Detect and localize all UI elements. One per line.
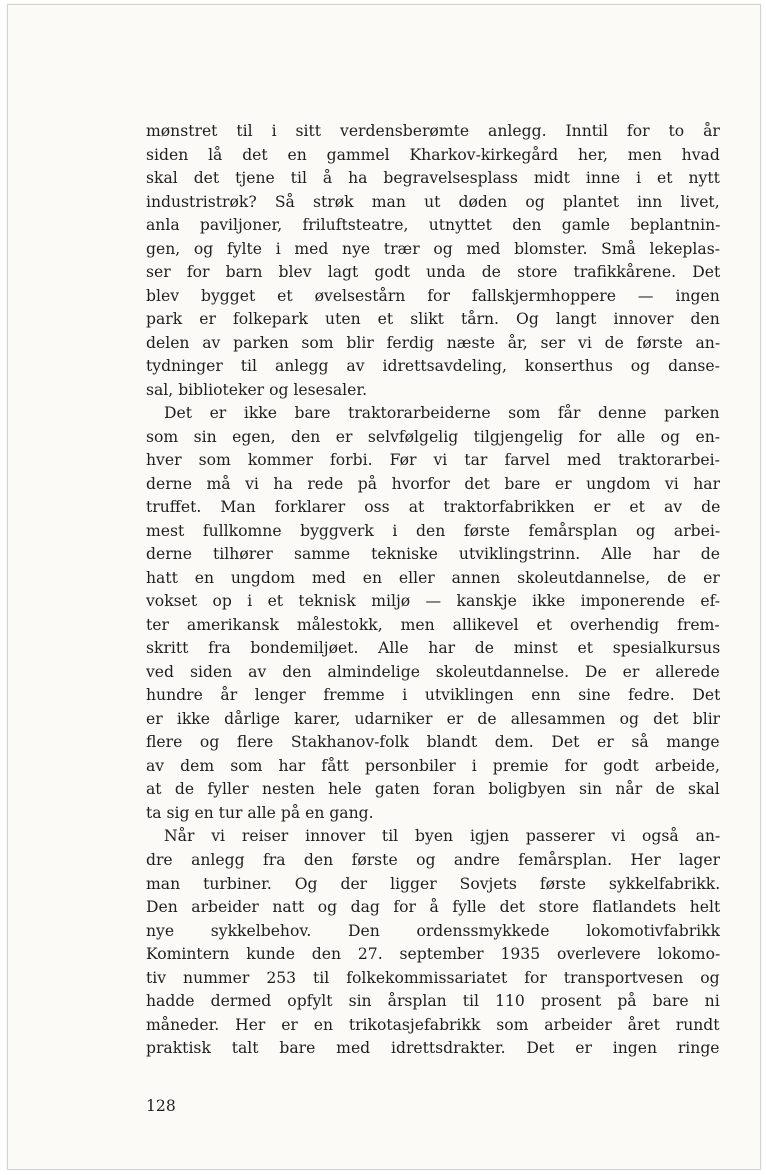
text-line: delen av parken som blir ferdig næste år, ser vi de første an- [146,333,720,352]
body-text [146,120,720,1061]
text-line: siden lå det en gammel Kharkov-kirkegård her, men hvad [146,145,720,164]
text-line: anla paviljoner, friluftsteatre, utnyttet den gamle beplantnin- [146,216,720,235]
paragraph [146,825,720,1060]
text-line: hver som kommer forbi. Før vi tar farvel med traktorarbei- [146,451,720,470]
text-line: ser for barn blev lagt godt unda de store trafikkårene. Det [146,263,720,282]
text-line: man turbiner. Og der ligger Sovjets første sykkelfabrikk. [146,874,720,893]
text-line: ved siden av den almindelige skoleutdannelse. De er allerede [146,662,720,681]
text-line: nye sykkelbehov. Den ordenssmykkede lokomotivfabrikk [146,921,720,940]
text-line: derne må vi ha rede på hvorfor det bare er ungdom vi har [146,474,720,493]
text-line: flere og flere Stakhanov-folk blandt dem. Det er så mange [146,733,720,752]
text-line: mest fullkomne byggverk i den første femårsplan og arbei- [146,521,720,540]
text-line: hundre år lenger fremme i utviklingen enn sine fedre. Det [146,686,720,705]
text-line: hatt en ungdom med en eller annen skoleutdannelse, de er [146,568,720,587]
text-line: sal, biblioteker og lesesaler. [146,380,368,399]
text-line: skal det tjene til å ha begravelsesplass midt inne i et nytt [146,169,720,188]
text-line: Komintern kunde den 27. september 1935 overlevere lokomo- [146,945,720,964]
text-line: ter amerikansk målestokk, men allikevel et overhendig frem- [146,615,720,634]
text-line: tydninger til anlegg av idrettsavdeling, konserthus og danse- [146,357,720,376]
paragraph [146,120,720,402]
text-line: Når vi reiser innover til byen igjen passerer vi også an- [164,827,720,846]
text-line: praktisk talt bare med idrettsdrakter. Det er ingen ringe [146,1039,720,1058]
text-line: Den arbeider natt og dag for å fylle det store flatlandets helt [146,898,720,917]
page-number: 128 [146,1097,176,1115]
text-line: måneder. Her er en trikotasjefabrikk som arbeider året rundt [146,1015,720,1034]
text-line: park er folkepark uten et slikt tårn. Og langt innover den [146,310,720,329]
paragraph [146,402,720,825]
text-line: gen, og fylte i med nye trær og med blomster. Små lekeplas- [146,239,720,258]
text-line: av dem som har fått personbiler i premie for godt arbeide, [146,756,720,775]
text-line: som sin egen, den er selvfølgelig tilgjengelig for alle og en- [146,427,720,446]
text-line: tiv nummer 253 til folkekommissariatet for transportvesen og [146,968,720,987]
text-line: derne tilhører samme tekniske utviklingstrinn. Alle har de [146,545,720,564]
text-line: dre anlegg fra den første og andre femårsplan. Her lager [146,850,720,869]
book-page [7,4,761,1170]
text-line: industristrøk? Så strøk man ut døden og plantet inn livet, [146,192,720,211]
text-line: mønstret til i sitt verdensberømte anlegg. Inntil for to år [146,122,720,140]
text-line: blev bygget et øvelsestårn for fallskjermhoppere — ingen [146,286,720,305]
text-line: truffet. Man forklarer oss at traktorfabrikken er et av de [146,498,720,517]
text-line: vokset op i et teknisk miljø — kanskje ikke imponerende ef- [146,592,720,611]
text-line: at de fyller nesten hele gaten foran boligbyen sin når de skal [146,780,720,799]
text-line: skritt fra bondemiljøet. Alle har de minst et spesialkursus [146,639,720,658]
text-line: er ikke dårlige karer, udarniker er de allesammen og det blir [146,709,720,728]
text-line: ta sig en tur alle på en gang. [146,803,374,822]
text-line: Det er ikke bare traktorarbeiderne som får denne parken [164,404,720,423]
text-line: hadde dermed opfylt sin årsplan til 110 prosent på bare ni [146,992,720,1011]
